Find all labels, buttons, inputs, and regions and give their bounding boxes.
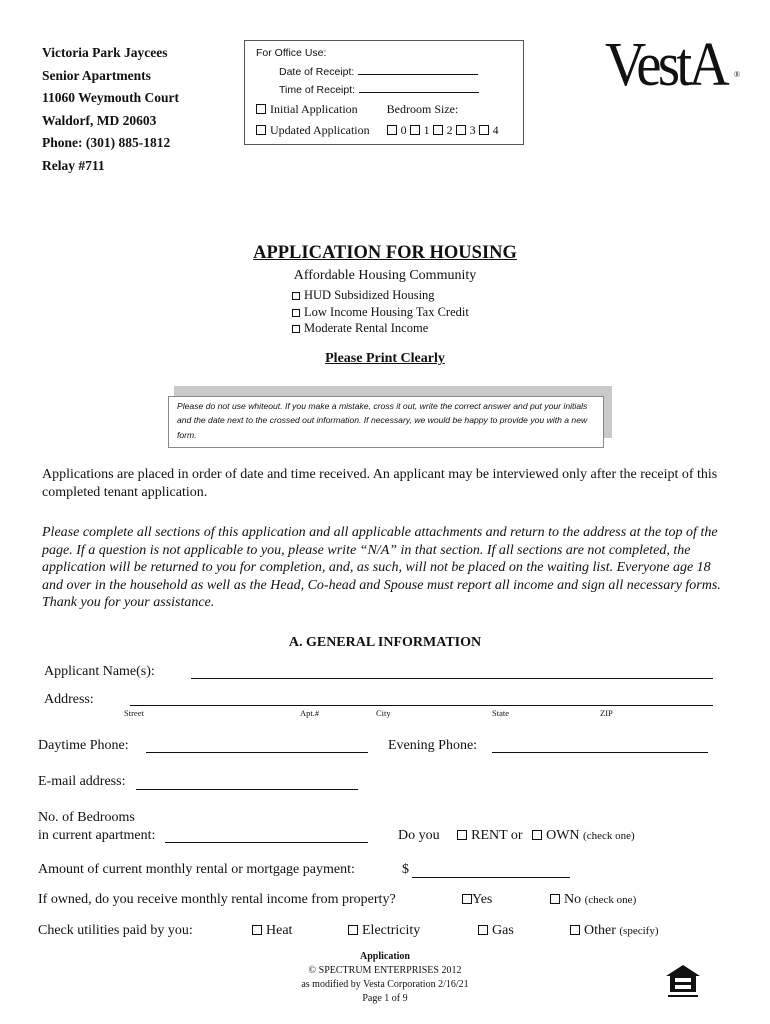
bedroom-size-label: Bedroom Size: bbox=[386, 102, 459, 116]
time-of-receipt-field[interactable] bbox=[359, 83, 479, 93]
applicant-names-label: Applicant Name(s): bbox=[44, 664, 155, 679]
address-field[interactable] bbox=[130, 705, 713, 706]
time-of-receipt bbox=[279, 83, 479, 96]
bedroom-size-options bbox=[387, 123, 499, 137]
utility-heat-label: Heat bbox=[266, 923, 293, 938]
option-moderate-label: Moderate Rental Income bbox=[304, 321, 429, 335]
address-zip-caption: ZIP bbox=[600, 708, 613, 718]
address-city-caption: City bbox=[376, 708, 391, 718]
rent-own-check-one: (check one) bbox=[583, 830, 635, 842]
applicant-names-field[interactable] bbox=[191, 678, 713, 679]
community-subtitle: Affordable Housing Community bbox=[293, 268, 477, 283]
utility-other-label: Other bbox=[584, 923, 616, 938]
email-label: E-mail address: bbox=[38, 774, 126, 789]
daytime-phone-field[interactable] bbox=[146, 752, 368, 753]
option-hud[interactable] bbox=[292, 287, 469, 304]
daytime-phone-label: Daytime Phone: bbox=[38, 738, 129, 753]
utility-gas-checkbox[interactable] bbox=[478, 925, 488, 935]
initial-application-row bbox=[256, 102, 458, 117]
utility-other-checkbox[interactable] bbox=[570, 925, 580, 935]
rental-income-no bbox=[550, 892, 636, 908]
initial-application-label: Initial Application bbox=[270, 102, 358, 116]
address-apt-caption: Apt.# bbox=[300, 708, 320, 718]
own-checkbox[interactable] bbox=[532, 830, 542, 840]
option-lihtc-checkbox[interactable] bbox=[292, 309, 300, 317]
do-you-label: Do you bbox=[398, 828, 440, 843]
bedroom-0-label: 0 bbox=[400, 123, 407, 137]
rent-checkbox[interactable] bbox=[457, 830, 467, 840]
date-of-receipt bbox=[279, 65, 478, 78]
utility-heat-checkbox[interactable] bbox=[252, 925, 262, 935]
rental-income-check-one: (check one) bbox=[584, 894, 637, 906]
utility-gas bbox=[478, 923, 514, 939]
rent-amount-field[interactable] bbox=[412, 877, 570, 878]
property-street: 11060 Weymouth Court bbox=[42, 90, 180, 106]
rental-income-yes-label: Yes bbox=[472, 892, 493, 907]
housing-type-options bbox=[292, 287, 469, 337]
option-hud-label: HUD Subsidized Housing bbox=[304, 288, 435, 302]
option-moderate[interactable] bbox=[292, 320, 469, 337]
bedroom-4-checkbox[interactable] bbox=[479, 125, 489, 135]
footer-modified: as modified by Vesta Corporation 2/16/21 bbox=[301, 979, 469, 990]
own-label: OWN bbox=[546, 828, 580, 843]
updated-application-label: Updated Application bbox=[270, 123, 370, 137]
updated-application-checkbox[interactable] bbox=[256, 125, 266, 135]
property-relay: Relay #711 bbox=[42, 157, 105, 173]
bedroom-3-checkbox[interactable] bbox=[456, 125, 466, 135]
bedrooms-field[interactable] bbox=[165, 842, 368, 843]
footer-copyright: © SPECTRUM ENTERPRISES 2012 bbox=[308, 965, 462, 976]
utility-other bbox=[570, 923, 658, 939]
bedroom-0-checkbox[interactable] bbox=[387, 125, 397, 135]
intro-paragraph: Applications are placed in order of date and time received. An applicant may be interviewed only after the receipt of this completed tenant application. bbox=[42, 467, 718, 500]
updated-application-row bbox=[256, 123, 499, 138]
utility-electricity-label: Electricity bbox=[362, 923, 421, 938]
bedroom-2-checkbox[interactable] bbox=[433, 125, 443, 135]
initial-application-checkbox[interactable] bbox=[256, 104, 266, 114]
option-moderate-checkbox[interactable] bbox=[292, 325, 300, 333]
utility-gas-label: Gas bbox=[492, 923, 514, 938]
utilities-label: Check utilities paid by you: bbox=[38, 923, 193, 938]
office-use-box bbox=[244, 40, 524, 145]
page-title bbox=[0, 243, 770, 264]
property-name: Victoria Park Jaycees bbox=[42, 45, 168, 60]
email-field[interactable] bbox=[136, 789, 358, 790]
time-of-receipt-label: Time of Receipt: bbox=[279, 84, 356, 96]
bedroom-2-label: 2 bbox=[446, 123, 453, 137]
whiteout-note: Please do not use whiteout. If you make a mistake, cross it out, write the correct answer and put your initials and the date next to the crossed out information. If necessary, we would be happy to provide you with a new form. bbox=[168, 396, 604, 448]
property-phone: Phone: (301) 885-1812 bbox=[42, 135, 171, 151]
page-footer bbox=[0, 950, 770, 1006]
bedroom-1-checkbox[interactable] bbox=[410, 125, 420, 135]
bedroom-1-label: 1 bbox=[423, 123, 430, 137]
page-title-text: APPLICATION FOR HOUSING bbox=[253, 243, 517, 263]
print-clearly-heading: Please Print Clearly bbox=[325, 351, 445, 366]
rental-income-question: If owned, do you receive monthly rental income from property? bbox=[38, 892, 396, 907]
utility-electricity bbox=[348, 923, 420, 939]
rental-income-no-label: No bbox=[564, 892, 582, 907]
office-use-title: For Office Use: bbox=[256, 47, 327, 59]
rental-income-yes-checkbox[interactable] bbox=[462, 894, 472, 904]
vesta-logo: VestA bbox=[605, 31, 727, 99]
date-of-receipt-field[interactable] bbox=[358, 65, 478, 75]
utility-heat bbox=[252, 923, 292, 939]
bedroom-4-label: 4 bbox=[492, 123, 499, 137]
address-street-caption: Street bbox=[124, 708, 144, 718]
instructions-paragraph: Please complete all sections of this application and all applicable attachments and return to the address at the top of the page. If a question is not applicable to you, please write “N/A” in that section. If all sections are not completed, the application will be returned to you for completion, and, as such, will not be placed on the waiting list. Everyone age 18 and over in the household as well as the Head, Co-head and Spouse must report all income and sign all necessary forms. Thank you for your assistance. bbox=[42, 525, 721, 611]
address-label: Address: bbox=[44, 692, 94, 707]
footer-label: Application bbox=[359, 951, 410, 962]
property-type: Senior Apartments bbox=[42, 67, 151, 83]
section-a-title: A. GENERAL INFORMATION bbox=[288, 635, 482, 650]
rental-income-no-checkbox[interactable] bbox=[550, 894, 560, 904]
rent-amount-label: Amount of current monthly rental or mortgage payment: bbox=[38, 862, 355, 877]
equal-housing-icon bbox=[664, 962, 702, 1000]
option-lihtc-label: Low Income Housing Tax Credit bbox=[304, 304, 469, 319]
evening-phone-label: Evening Phone: bbox=[388, 738, 478, 753]
option-lihtc[interactable] bbox=[292, 304, 469, 321]
option-hud-checkbox[interactable] bbox=[292, 292, 300, 300]
registered-mark: ® bbox=[734, 70, 741, 79]
bedroom-3-label: 3 bbox=[469, 123, 476, 137]
footer-page-number: Page 1 of 9 bbox=[362, 993, 408, 1004]
utility-other-specify: (specify) bbox=[619, 925, 659, 937]
utility-electricity-checkbox[interactable] bbox=[348, 925, 358, 935]
rent-label: RENT or bbox=[471, 828, 523, 843]
bedrooms-label-line1: No. of Bedrooms bbox=[38, 810, 135, 825]
rental-income-yes bbox=[462, 892, 492, 908]
address-state-caption: State bbox=[492, 708, 509, 718]
dollar-sign: $ bbox=[402, 862, 409, 877]
property-city: Waldorf, MD 20603 bbox=[42, 112, 157, 128]
date-of-receipt-label: Date of Receipt: bbox=[279, 66, 355, 78]
rent-own-question bbox=[398, 828, 635, 844]
property-address-block bbox=[42, 42, 179, 178]
bedrooms-label-line2: in current apartment: bbox=[38, 828, 156, 843]
evening-phone-field[interactable] bbox=[492, 752, 708, 753]
